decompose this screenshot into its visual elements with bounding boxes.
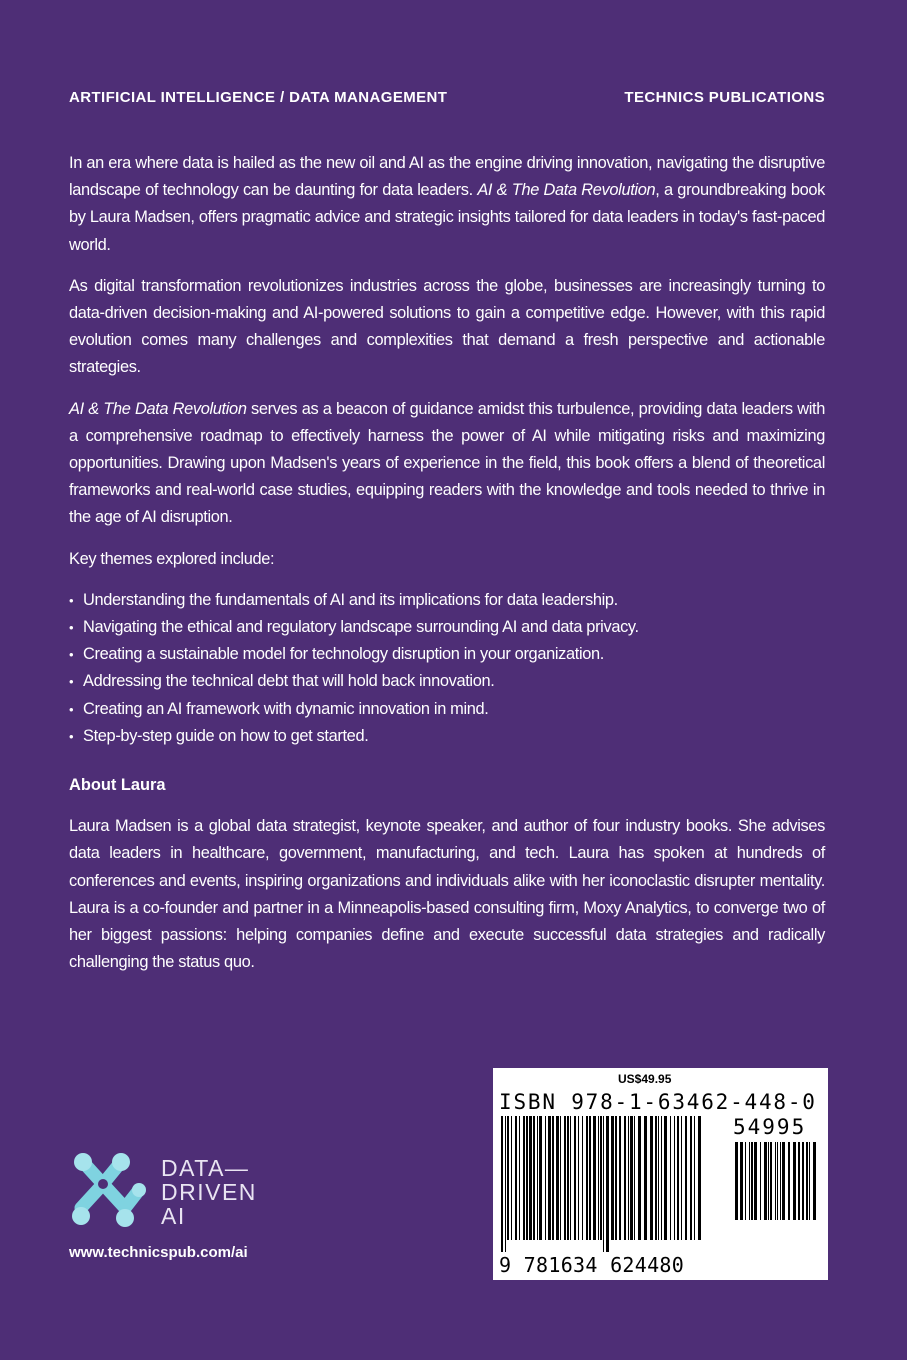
barcode-bar bbox=[507, 1116, 509, 1240]
isbn-barcode bbox=[493, 1068, 828, 1280]
barcode-bar bbox=[658, 1116, 659, 1240]
barcode-bar bbox=[539, 1116, 542, 1240]
barcode-bar bbox=[650, 1116, 653, 1240]
barcode-bar bbox=[574, 1116, 576, 1240]
barcode-bar bbox=[806, 1142, 808, 1220]
barcode-bar bbox=[777, 1142, 778, 1220]
logo-wordmark bbox=[161, 1156, 257, 1228]
barcode-bar bbox=[655, 1116, 657, 1240]
barcode-bar bbox=[600, 1116, 602, 1240]
cover-header bbox=[69, 89, 825, 106]
barcode-bar bbox=[501, 1116, 503, 1252]
barcode-bar bbox=[768, 1142, 769, 1220]
barcode-bar bbox=[690, 1116, 692, 1240]
barcode-bar bbox=[698, 1116, 701, 1240]
barcode-bar bbox=[537, 1116, 538, 1240]
p1-intro: In an era where data is hailed as the new oil and AI as the engine driving innovation, navigating the disruptive landscape of technology can be daunting for data leaders. bbox=[69, 154, 825, 200]
barcode-bar bbox=[548, 1116, 551, 1240]
barcode-bar bbox=[670, 1116, 671, 1240]
barcode-bar bbox=[545, 1116, 546, 1240]
description-paragraph-1 bbox=[69, 150, 825, 259]
barcode-bar bbox=[526, 1116, 528, 1240]
barcode-bar bbox=[638, 1116, 641, 1240]
theme-item: • Addressing the technical debt that will hold back innovation. bbox=[69, 668, 825, 695]
barcode-bar bbox=[511, 1116, 512, 1240]
themes-list bbox=[69, 587, 825, 750]
barcode-bar bbox=[628, 1116, 629, 1240]
barcode-bar bbox=[760, 1142, 761, 1220]
barcode-bar bbox=[582, 1116, 583, 1240]
barcode-bar bbox=[751, 1142, 753, 1220]
barcode-bar bbox=[606, 1116, 609, 1252]
barcode-bar bbox=[634, 1116, 635, 1240]
barcode-bar bbox=[775, 1142, 776, 1220]
barcode-bar bbox=[793, 1142, 796, 1220]
p1-rest: , a groundbreaking book by Laura Madsen, offers pragmatic advice and strategic insights tailored for data leaders in today's fast-paced world. bbox=[69, 181, 826, 254]
barcode-bar bbox=[529, 1116, 532, 1240]
barcode-bar bbox=[578, 1116, 579, 1240]
addon-barcode-bars bbox=[733, 1142, 818, 1232]
barcode-bar bbox=[770, 1142, 772, 1220]
logo-line-1: DATA— bbox=[161, 1155, 250, 1181]
theme-item: • Understanding the fundamentals of AI and its implications for data leadership. bbox=[69, 587, 825, 614]
website-url[interactable]: www.technicspub.com/ai bbox=[69, 1244, 248, 1261]
themes-intro: Key themes explored include: bbox=[69, 549, 275, 568]
theme-item: • Creating an AI framework with dynamic innovation in mind. bbox=[69, 696, 825, 723]
barcode-bar bbox=[694, 1116, 695, 1240]
barcode-bar bbox=[523, 1116, 525, 1240]
barcode-bar bbox=[754, 1142, 757, 1220]
barcode-bar bbox=[749, 1142, 750, 1220]
barcode-bar bbox=[813, 1142, 816, 1220]
barcode-bar bbox=[567, 1116, 569, 1240]
barcode-bar bbox=[681, 1116, 682, 1240]
barcode-bar bbox=[685, 1116, 687, 1240]
author-bio: Laura Madsen is a global data strategist, keynote speaker, and author of four industry books. She advises data leaders in healthcare, government, manufacturing, and tech. Laura has spoken at hundreds of conferences and events, inspiring organizations and individuals alike with her iconoclastic disrupter mentality. Laura is a co-founder and partner in a Minneapolis-based consulting firm, Moxy Analytics, to converge two of her biggest passions: helping companies define and execute successful data strategies and radically challenging the status quo. bbox=[69, 817, 825, 972]
description-paragraph-3 bbox=[69, 396, 825, 532]
barcode-bar bbox=[556, 1116, 559, 1240]
barcode-bar bbox=[764, 1142, 767, 1220]
barcode-bar bbox=[664, 1116, 667, 1240]
barcode-bar bbox=[615, 1116, 617, 1240]
back-cover-text bbox=[69, 150, 825, 990]
barcode-bar bbox=[782, 1142, 785, 1220]
barcode-bar bbox=[519, 1116, 520, 1240]
barcode-bar bbox=[788, 1142, 790, 1220]
barcode-bar bbox=[745, 1142, 746, 1220]
barcode-bar bbox=[661, 1116, 662, 1240]
barcode-bar bbox=[589, 1116, 591, 1240]
barcode-bar bbox=[515, 1116, 517, 1240]
barcode-bar bbox=[586, 1116, 588, 1240]
barcode-bar bbox=[598, 1116, 599, 1240]
barcode-bar bbox=[560, 1116, 561, 1240]
barcode-bar bbox=[802, 1142, 804, 1220]
data-driven-ai-logo bbox=[67, 1150, 257, 1232]
isbn-text: ISBN 978-1-63462-448-0 bbox=[499, 1090, 817, 1114]
category-label: ARTIFICIAL INTELLIGENCE / DATA MANAGEMENT bbox=[69, 89, 448, 106]
addon-code: 54995 bbox=[733, 1115, 807, 1139]
barcode-bar bbox=[593, 1116, 596, 1240]
theme-item: • Creating a sustainable model for technology disruption in your organization. bbox=[69, 641, 825, 668]
barcode-bar bbox=[677, 1116, 679, 1240]
about-heading: About Laura bbox=[69, 776, 166, 795]
barcode-digits: 9 781634 624480 bbox=[499, 1253, 685, 1277]
price-label: US$49.95 bbox=[618, 1072, 672, 1086]
barcode-bar bbox=[798, 1142, 800, 1220]
logo-line-2: DRIVEN bbox=[161, 1179, 257, 1205]
barcode-bar bbox=[611, 1116, 614, 1240]
barcode-bar bbox=[505, 1116, 506, 1252]
main-barcode-bars bbox=[499, 1116, 702, 1252]
publisher-name: TECHNICS PUBLICATIONS bbox=[624, 89, 825, 106]
barcode-bar bbox=[619, 1116, 621, 1240]
theme-item: • Step-by-step guide on how to get started. bbox=[69, 723, 825, 750]
barcode-bar bbox=[740, 1142, 743, 1220]
description-paragraph-2: As digital transformation revolutionizes industries across the globe, businesses are increasingly turning to data-driven decision-making and AI-powered solutions to gain a competitive edge. However, with this rapid evolution comes many challenges and complexities that demand a fresh perspective and actionable strategies. bbox=[69, 276, 825, 377]
barcode-bar bbox=[735, 1142, 738, 1220]
book-title-italic: AI & The Data Revolution bbox=[477, 181, 656, 200]
barcode-bar bbox=[644, 1116, 647, 1240]
barcode-bar bbox=[809, 1142, 810, 1220]
theme-item: • Navigating the ethical and regulatory landscape surrounding AI and data privacy. bbox=[69, 614, 825, 641]
p3-rest: serves as a beacon of guidance amidst this turbulence, providing data leaders with a comprehensive roadmap to effectively harness the power of AI while mitigating risks and maximizing opportunities. Drawing upon Madsen's years of experience in the field, this book offers a blend of theoretical frameworks and real-world case studies, equipping readers with the knowledge and tools needed to thrive in the age of AI disruption. bbox=[69, 399, 825, 527]
barcode-bar bbox=[630, 1116, 633, 1240]
logo-line-3: AI bbox=[161, 1203, 186, 1229]
barcode-bar bbox=[780, 1142, 781, 1220]
barcode-bar bbox=[624, 1116, 626, 1240]
book-title-italic: AI & The Data Revolution bbox=[69, 399, 247, 418]
network-logo-icon bbox=[67, 1150, 149, 1232]
barcode-bar bbox=[533, 1116, 535, 1240]
barcode-bar bbox=[552, 1116, 554, 1240]
barcode-bar bbox=[570, 1116, 571, 1240]
barcode-bar bbox=[603, 1116, 604, 1252]
barcode-bar bbox=[564, 1116, 566, 1240]
barcode-bar bbox=[674, 1116, 675, 1240]
